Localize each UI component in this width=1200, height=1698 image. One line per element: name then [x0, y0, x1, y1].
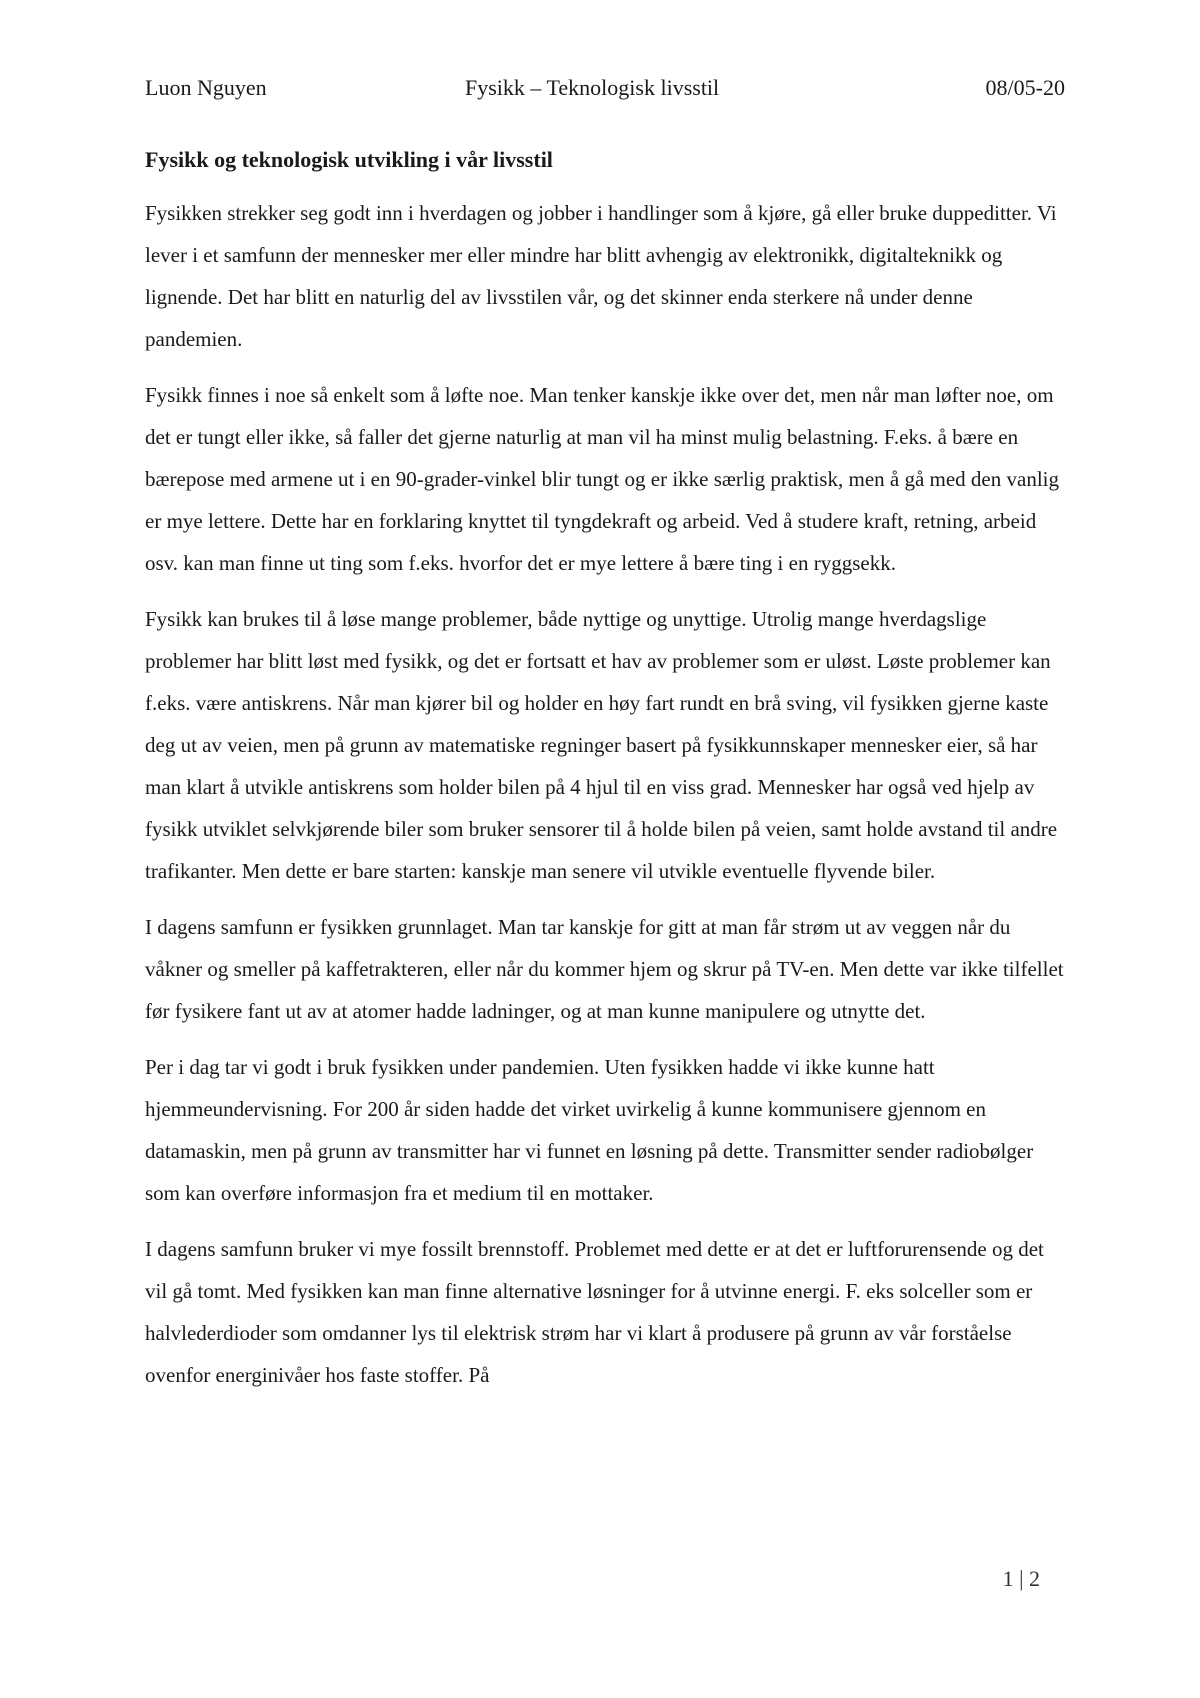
header-course: Fysikk – Teknologisk livsstil: [465, 75, 720, 100]
document-body: [145, 140, 1070, 1410]
header-date: 08/05-20: [985, 75, 1065, 100]
paragraph-2: Fysikk finnes i noe så enkelt som å løfte noe. Man tenker kanskje ikke over det, men når man løfter noe, om det er tungt eller ikke, så faller det gjerne naturlig at man vil ha minst mulig belastning. F.eks. å bære en bærepose med armene ut i en 90-grader-vinkel blir tungt og er ikke særlig praktisk, men å gå med den vanlig er mye lettere. Dette har en forklaring knyttet til tyngdekraft og arbeid. Ved å studere kraft, retning, arbeid osv. kan man finne ut ting som f.eks. hvorfor det er mye lettere å bære ting i en ryggsekk.: [145, 383, 1059, 575]
paragraph-1: Fysikken strekker seg godt inn i hverdagen og jobber i handlinger som å kjøre, gå eller bruke duppeditter. Vi lever i et samfunn der mennesker mer eller mindre har blitt avhengig av elektronikk, digitalteknikk og lignende. Det har blitt en naturlig del av livsstilen vår, og det skinner enda sterkere nå under denne pandemien.: [145, 201, 1057, 351]
paragraph-3: Fysikk kan brukes til å løse mange problemer, både nyttige og unyttige. Utrolig mange hverdagslige problemer har blitt løst med fysikk, og det er fortsatt et hav av problemer som er uløst. Løste problemer kan f.eks. være antiskrens. Når man kjører bil og holder en høy fart rundt en brå sving, vil fysikken gjerne kaste deg ut av veien, men på grunn av matematiske regninger basert på fysikkunnskaper mennesker eier, så har man klart å utvikle antiskrens som holder bilen på 4 hjul til en viss grad. Mennesker har også ved hjelp av fysikk utviklet selvkjørende biler som bruker sensorer til å holde bilen på veien, samt holde avstand til andre trafikanter. Men dette er bare starten: kanskje man senere vil utvikle eventuelle flyvende biler.: [145, 607, 1058, 883]
page-number: 1 | 2: [1002, 1566, 1040, 1591]
paragraph-5: Per i dag tar vi godt i bruk fysikken under pandemien. Uten fysikken hadde vi ikke kunne hatt hjemmeundervisning. For 200 år siden hadde det virket uvirkelig å kunne kommunisere gjennom en datamaskin, men på grunn av transmitter har vi funnet en løsning på dette. Transmitter sender radiobølger som kan overføre informasjon fra et medium til en mottaker.: [145, 1055, 1034, 1205]
document-title: Fysikk og teknologisk utvikling i vår livsstil: [145, 147, 553, 172]
paragraph-6: I dagens samfunn bruker vi mye fossilt brennstoff. Problemet med dette er at det er luftforurensende og det vil gå tomt. Med fysikken kan man finne alternative løsninger for å utvinne energi. F. eks solceller som er halvlederdioder som omdanner lys til elektrisk strøm har vi klart å produsere på grunn av vår forståelse ovenfor energinivåer hos faste stoffer. På: [145, 1237, 1044, 1387]
header-author: Luon Nguyen: [145, 75, 267, 100]
page-header: [145, 72, 1065, 104]
paragraph-4: I dagens samfunn er fysikken grunnlaget. Man tar kanskje for gitt at man får strøm ut av veggen når du våkner og smeller på kaffetrakteren, eller når du kommer hjem og skrur på TV-en. Men dette var ikke tilfellet før fysikere fant ut av at atomer hadde ladninger, og at man kunne manipulere og utnytte det.: [145, 915, 1064, 1023]
